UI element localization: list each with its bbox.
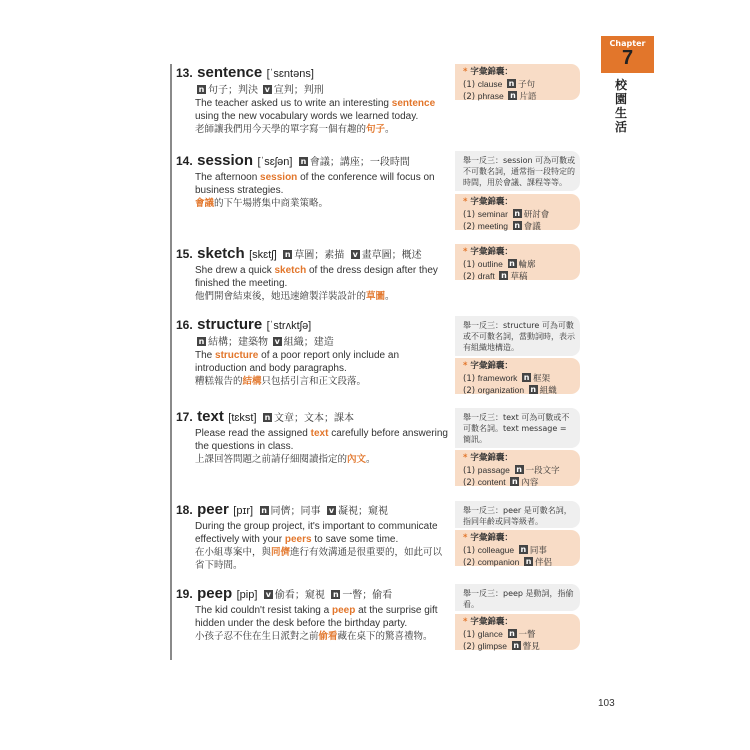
tip-text: 舉一反三：structure 可為可數或不可數名詞，當動詞時，表示有組織地構造。 (463, 321, 575, 352)
pos-badge: n (525, 557, 532, 566)
example-english (195, 349, 451, 375)
vocab-item (463, 259, 576, 272)
example-english (195, 97, 451, 123)
vocab-title (463, 533, 576, 545)
vocab-meaning: 組織 (539, 386, 557, 396)
vocab-index: (1) (463, 79, 476, 90)
entry-number: 13. (176, 66, 193, 80)
pos-badge: n (509, 258, 515, 268)
phonetic: [ˈstrʌktʃə] (266, 320, 312, 332)
vocab-title-text: 字彙錦囊： (470, 617, 513, 627)
definition-text: 文章；文本；課本 (274, 413, 355, 424)
vocab-item (463, 209, 576, 222)
text-run: of a poor report only include an introduction and body paragraphs. (195, 350, 400, 374)
vocab-title-text: 字彙錦囊： (470, 247, 513, 257)
example-english (195, 427, 451, 453)
definition-text: 結構；建築物 (208, 337, 268, 348)
pos-badge: v (274, 337, 280, 346)
phonetic: [ˈsɛntəns] (266, 68, 314, 80)
vocab-word: organization (477, 385, 525, 395)
text-run: During the group project, it's important to communicate effectively with your (195, 521, 438, 545)
highlight-word: peers (284, 534, 312, 545)
pos-badge: n (501, 271, 507, 280)
vocab-meaning: 同事 (529, 545, 547, 556)
definition-line (195, 84, 451, 97)
text-run: 進行有效溝通是很重要的，如此可以省下時間。 (195, 547, 443, 571)
example-chinese (195, 375, 451, 388)
entry-structure (176, 316, 451, 388)
chapter-badge (601, 36, 654, 73)
headword: sketch (197, 245, 245, 262)
vocab-item (463, 557, 576, 570)
highlight-word: 結構 (242, 376, 262, 387)
definition-text: 草圖；素描 (294, 250, 345, 261)
asterisk-mark: * (463, 361, 471, 371)
tip-text: 舉一反三：peer 是可數名詞，指同年齡或同等級者。 (463, 506, 572, 526)
headword: sentence (197, 64, 263, 81)
pos-badge: v (264, 85, 270, 94)
vocab-index: (1) (463, 373, 476, 384)
pos-badge: n (510, 91, 516, 100)
vocab-box (455, 244, 580, 280)
pos-badge: n (300, 157, 307, 166)
headword: text (197, 408, 224, 425)
vocab-meaning: 子句 (518, 79, 536, 90)
asterisk-mark: * (463, 453, 471, 463)
definition-text: 凝視；窺視 (338, 506, 388, 517)
vocab-item (463, 641, 576, 654)
asterisk-mark: * (463, 247, 471, 257)
definition-text: 偷看；窺視 (274, 590, 325, 601)
text-run: 小孩子忍不住在生日派對之前 (195, 631, 319, 642)
definition-text: 會議；講座；一段時間 (309, 157, 410, 168)
text-run: carefully before answering the questions in class. (195, 428, 448, 452)
highlight-word: 同儕 (271, 547, 291, 558)
example-english (195, 604, 451, 630)
text-run: 。 (385, 124, 395, 135)
vocab-box (455, 450, 580, 486)
vocab-index: (2) (463, 92, 476, 102)
vocab-index: (2) (463, 272, 476, 282)
entry-number: 19. (176, 587, 193, 601)
vocab-word: outline (477, 258, 503, 269)
entry-sentence (176, 64, 451, 136)
entry-number: 14. (176, 154, 193, 168)
asterisk-mark: * (463, 197, 471, 207)
example-english (195, 520, 451, 546)
entry-heading (176, 408, 451, 427)
text-run: of the dress design after they finished the meeting. (195, 265, 438, 289)
vocab-word: draft (477, 271, 495, 281)
vocab-box (455, 358, 580, 394)
vocab-word: meeting (477, 221, 508, 231)
highlight-word: 偷看 (318, 631, 338, 642)
entry-heading (176, 64, 451, 83)
vocab-item (463, 465, 576, 478)
text-run: of the conference will focus on business strategies. (195, 172, 435, 196)
vocab-box (455, 194, 580, 230)
vocab-title (463, 617, 576, 629)
pos-badge: n (284, 250, 291, 259)
vocab-box (455, 530, 580, 566)
text-run: The afternoon (195, 172, 261, 183)
vocab-meaning: 草稿 (510, 272, 528, 282)
definition-line (195, 336, 451, 349)
vocab-title-text: 字彙錦囊： (470, 361, 513, 371)
definition-text: 畫草圖；概述 (361, 250, 422, 261)
definition-text: 同儕；同事 (270, 506, 321, 517)
text-run: 。 (385, 291, 395, 302)
example-english (195, 264, 451, 290)
highlight-word: 內文 (347, 454, 367, 465)
vocab-meaning: 伴侶 (535, 558, 553, 568)
vocab-index: (1) (463, 259, 476, 270)
vocab-box (455, 64, 580, 100)
highlight-word: peep (331, 605, 356, 616)
pos-badge: n (530, 385, 537, 394)
entry-number: 15. (176, 247, 193, 261)
example-english (195, 171, 451, 197)
chapter-title: 校園生活 (615, 78, 628, 134)
definition-text: 句子；判決 (208, 85, 258, 96)
vocab-index: (1) (463, 465, 476, 476)
text-run: using the new vocabulary words we learned today. (195, 111, 419, 122)
entry-number: 16. (176, 318, 193, 332)
vocab-index: (2) (463, 222, 476, 232)
chapter-label: Chapter (609, 39, 646, 48)
example-chinese (195, 123, 451, 136)
example-chinese (195, 630, 451, 643)
vocab-item (463, 629, 576, 642)
phonetic: [pɪr] (233, 505, 254, 517)
vocab-word: phrase (477, 91, 504, 101)
highlight-word: 會議 (195, 198, 215, 209)
pos-badge: n (261, 506, 267, 515)
pos-badge: n (520, 544, 527, 554)
vocab-index: (1) (463, 629, 476, 640)
text-run: 老師讓我們用今天學的單字寫一個有趣的 (195, 124, 367, 135)
vocab-word: glimpse (477, 641, 508, 651)
entry-session (176, 152, 451, 210)
tip-box (455, 316, 580, 356)
vocab-item (463, 477, 576, 490)
vocab-title-text: 字彙錦囊： (470, 197, 513, 207)
definition-text: 一瞥；偷看 (342, 590, 393, 601)
pos-badge: n (198, 85, 205, 94)
left-rule (170, 64, 172, 660)
pos-badge: n (513, 641, 520, 650)
highlight-word: session (260, 172, 298, 183)
pos-badge: n (509, 628, 515, 638)
example-chinese (195, 546, 451, 572)
entry-number: 17. (176, 410, 193, 424)
vocab-word: companion (477, 557, 520, 567)
entry-sketch (176, 245, 451, 303)
vocab-box (455, 614, 580, 650)
vocab-item (463, 221, 576, 234)
vocab-index: (2) (463, 558, 476, 568)
tip-box (455, 408, 580, 448)
text-run: 的下午場將集中商業策略。 (214, 198, 329, 209)
vocab-title-text: 字彙錦囊： (470, 67, 513, 77)
tip-box (455, 584, 580, 611)
asterisk-mark: * (463, 617, 471, 627)
chapter-number: 7 (621, 47, 634, 69)
entry-heading (176, 501, 451, 520)
pos-badge: v (265, 590, 271, 599)
pos-badge: n (332, 590, 339, 599)
vocab-index: (2) (463, 642, 476, 652)
pos-badge: n (264, 413, 271, 422)
highlight-word: 句子 (366, 124, 386, 135)
vocab-item (463, 545, 576, 558)
text-run: 上課回答問題之前請仔細閱讀指定的 (195, 454, 348, 465)
headword: peer (197, 501, 229, 518)
vocab-item (463, 373, 576, 386)
asterisk-mark: * (463, 67, 471, 77)
text-run: to save some time. (311, 534, 399, 545)
text-run: 糟糕報告的 (195, 376, 243, 387)
vocab-index: (2) (463, 478, 476, 488)
highlight-word: 草圖 (366, 291, 386, 302)
text-run: The kid couldn't resist taking a (195, 605, 332, 616)
text-run: 藏在桌下的驚喜禮物。 (337, 631, 433, 642)
example-chinese (195, 197, 451, 210)
pos-badge: v (352, 250, 358, 259)
headword: structure (197, 316, 263, 333)
entry-heading (176, 245, 451, 264)
vocab-item (463, 91, 576, 104)
vocab-title (463, 361, 576, 373)
text-run: 只包括引言和正文段落。 (261, 376, 367, 387)
entry-peer (176, 501, 451, 572)
highlight-word: text (310, 428, 329, 439)
vocab-title (463, 197, 576, 209)
pos-badge: n (523, 372, 530, 382)
entry-number: 18. (176, 503, 193, 517)
vocab-word: clause (477, 78, 503, 89)
vocab-word: seminar (477, 208, 508, 219)
headword: peep (197, 585, 233, 602)
text-run: 在小組專案中，與 (195, 547, 272, 558)
text-run: The teacher asked us to write an interesting (195, 98, 392, 109)
text-run: She drew a quick (195, 265, 275, 276)
vocab-meaning: 一瞥 (518, 629, 536, 640)
vocab-item (463, 271, 576, 284)
pos-badge: n (514, 208, 521, 218)
vocab-word: framework (477, 372, 518, 383)
phonetic: [tɛkst] (228, 412, 257, 424)
text-run: The (195, 350, 216, 361)
definition-text: 宣判；判刑 (273, 85, 324, 96)
vocab-meaning: 會議 (523, 222, 541, 232)
pos-badge: n (511, 477, 518, 486)
vocab-item (463, 79, 576, 92)
page-number: 103 (598, 698, 615, 709)
pos-badge: v (328, 506, 335, 515)
vocab-meaning: 片語 (519, 92, 537, 102)
vocab-title-text: 字彙錦囊： (470, 453, 513, 463)
highlight-word: sentence (391, 98, 436, 109)
definition-text: 組織；建造 (283, 337, 334, 348)
entry-heading (176, 152, 451, 171)
entry-text (176, 408, 451, 466)
vocab-meaning: 一段文字 (525, 465, 560, 476)
tip-text: 舉一反三：session 可為可數或不可數名詞，通常指一段特定的時間，用於會議、課程等等。 (463, 156, 576, 187)
tip-text: 舉一反三：peep 是動詞，指偷看。 (463, 589, 574, 609)
vocab-item (463, 385, 576, 398)
text-run: at the surprise gift hidden under the desk before the birthday party. (195, 605, 438, 629)
entry-heading (176, 585, 451, 604)
vocab-word: passage (477, 464, 510, 475)
vocab-title (463, 67, 576, 79)
asterisk-mark: * (463, 533, 471, 543)
vocab-index: (1) (463, 209, 476, 220)
vocab-meaning: 輪廓 (518, 259, 536, 270)
entry-heading (176, 316, 451, 335)
tip-box (455, 501, 580, 528)
phonetic: [pip] (236, 589, 258, 601)
text-run: Please read the assigned (195, 428, 311, 439)
vocab-meaning: 內容 (521, 478, 539, 488)
text-run: 。 (366, 454, 376, 465)
pos-badge: n (516, 464, 522, 474)
vocab-word: content (477, 477, 506, 487)
vocab-word: colleague (477, 544, 515, 555)
vocab-title-text: 字彙錦囊： (470, 533, 513, 543)
highlight-word: structure (215, 350, 259, 361)
vocab-index: (1) (463, 545, 476, 556)
pos-badge: n (198, 337, 205, 346)
entry-peep (176, 585, 451, 643)
highlight-word: sketch (274, 265, 307, 276)
vocab-meaning: 框架 (533, 373, 551, 384)
phonetic: [ˈsɛʃən] (257, 156, 293, 168)
pos-badge: n (514, 221, 521, 230)
vocab-title (463, 247, 576, 259)
tip-box (455, 151, 580, 191)
phonetic: [skɛtʃ] (249, 249, 277, 261)
tip-text: 舉一反三：text 可為可數或不可數名詞。text message = 簡訊。 (463, 413, 570, 444)
headword: session (197, 152, 254, 169)
vocab-meaning: 瞥見 (522, 642, 540, 652)
pos-badge: n (508, 78, 515, 88)
example-chinese (195, 290, 451, 303)
vocab-word: glance (477, 628, 503, 639)
text-run: 他們開會結束後，她迅速繪製洋裝設計的 (195, 291, 367, 302)
example-chinese (195, 453, 451, 466)
vocab-title (463, 453, 576, 465)
vocab-index: (2) (463, 386, 476, 396)
vocab-meaning: 研討會 (523, 209, 550, 220)
